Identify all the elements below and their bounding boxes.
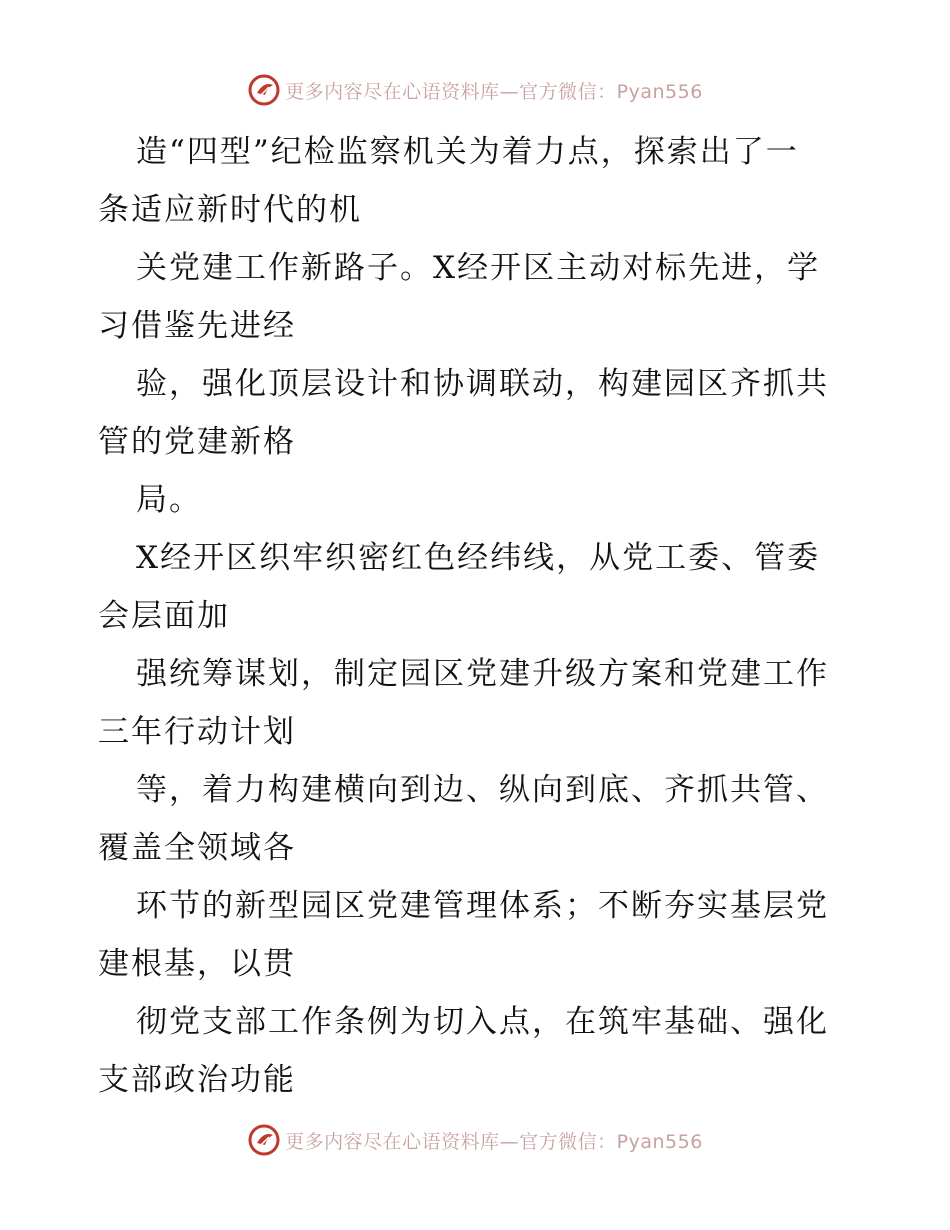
text-line: 等，着力构建横向到边、纵向到底、齐抓共管、 xyxy=(136,772,829,808)
text-line: 三年行动计划 xyxy=(98,714,296,750)
text-line: 管的党建新格 xyxy=(98,424,296,460)
seal-logo-icon xyxy=(247,73,281,107)
text-line: 彻党支部工作条例为切入点，在筑牢基础、强化 xyxy=(136,1004,829,1040)
document-body xyxy=(98,123,858,1109)
footer-banner-text: 更多内容尽在心语资料库—官方微信：Pyan556 xyxy=(285,1130,703,1153)
text-line: 支部政治功能 xyxy=(98,1062,296,1098)
header-banner-text: 更多内容尽在心语资料库—官方微信：Pyan556 xyxy=(285,80,703,103)
text-line: 覆盖全领域各 xyxy=(98,830,296,866)
text-line: 环节的新型园区党建管理体系；不断夯实基层党 xyxy=(136,888,829,924)
text-line: 局。 xyxy=(136,482,202,518)
text-line: 验，强化顶层设计和协调联动，构建园区齐抓共 xyxy=(136,366,829,402)
footer-banner xyxy=(0,1120,950,1160)
text-line: 强统筹谋划，制定园区党建升级方案和党建工作 xyxy=(136,656,829,692)
header-banner xyxy=(0,70,950,110)
text-line: 造“四型”纪检监察机关为着力点，探索出了一 xyxy=(136,134,799,170)
text-line: 习借鉴先进经 xyxy=(98,308,296,344)
text-line: 条适应新时代的机 xyxy=(98,192,362,228)
text-line: X经开区织牢织密红色经纬线，从党工委、管委 xyxy=(136,540,821,576)
text-line: 建根基，以贯 xyxy=(98,946,296,982)
seal-logo-icon xyxy=(247,1123,281,1157)
text-line: 会层面加 xyxy=(98,598,230,634)
text-line: 关党建工作新路子。X经开区主动对标先进，学 xyxy=(136,250,821,286)
